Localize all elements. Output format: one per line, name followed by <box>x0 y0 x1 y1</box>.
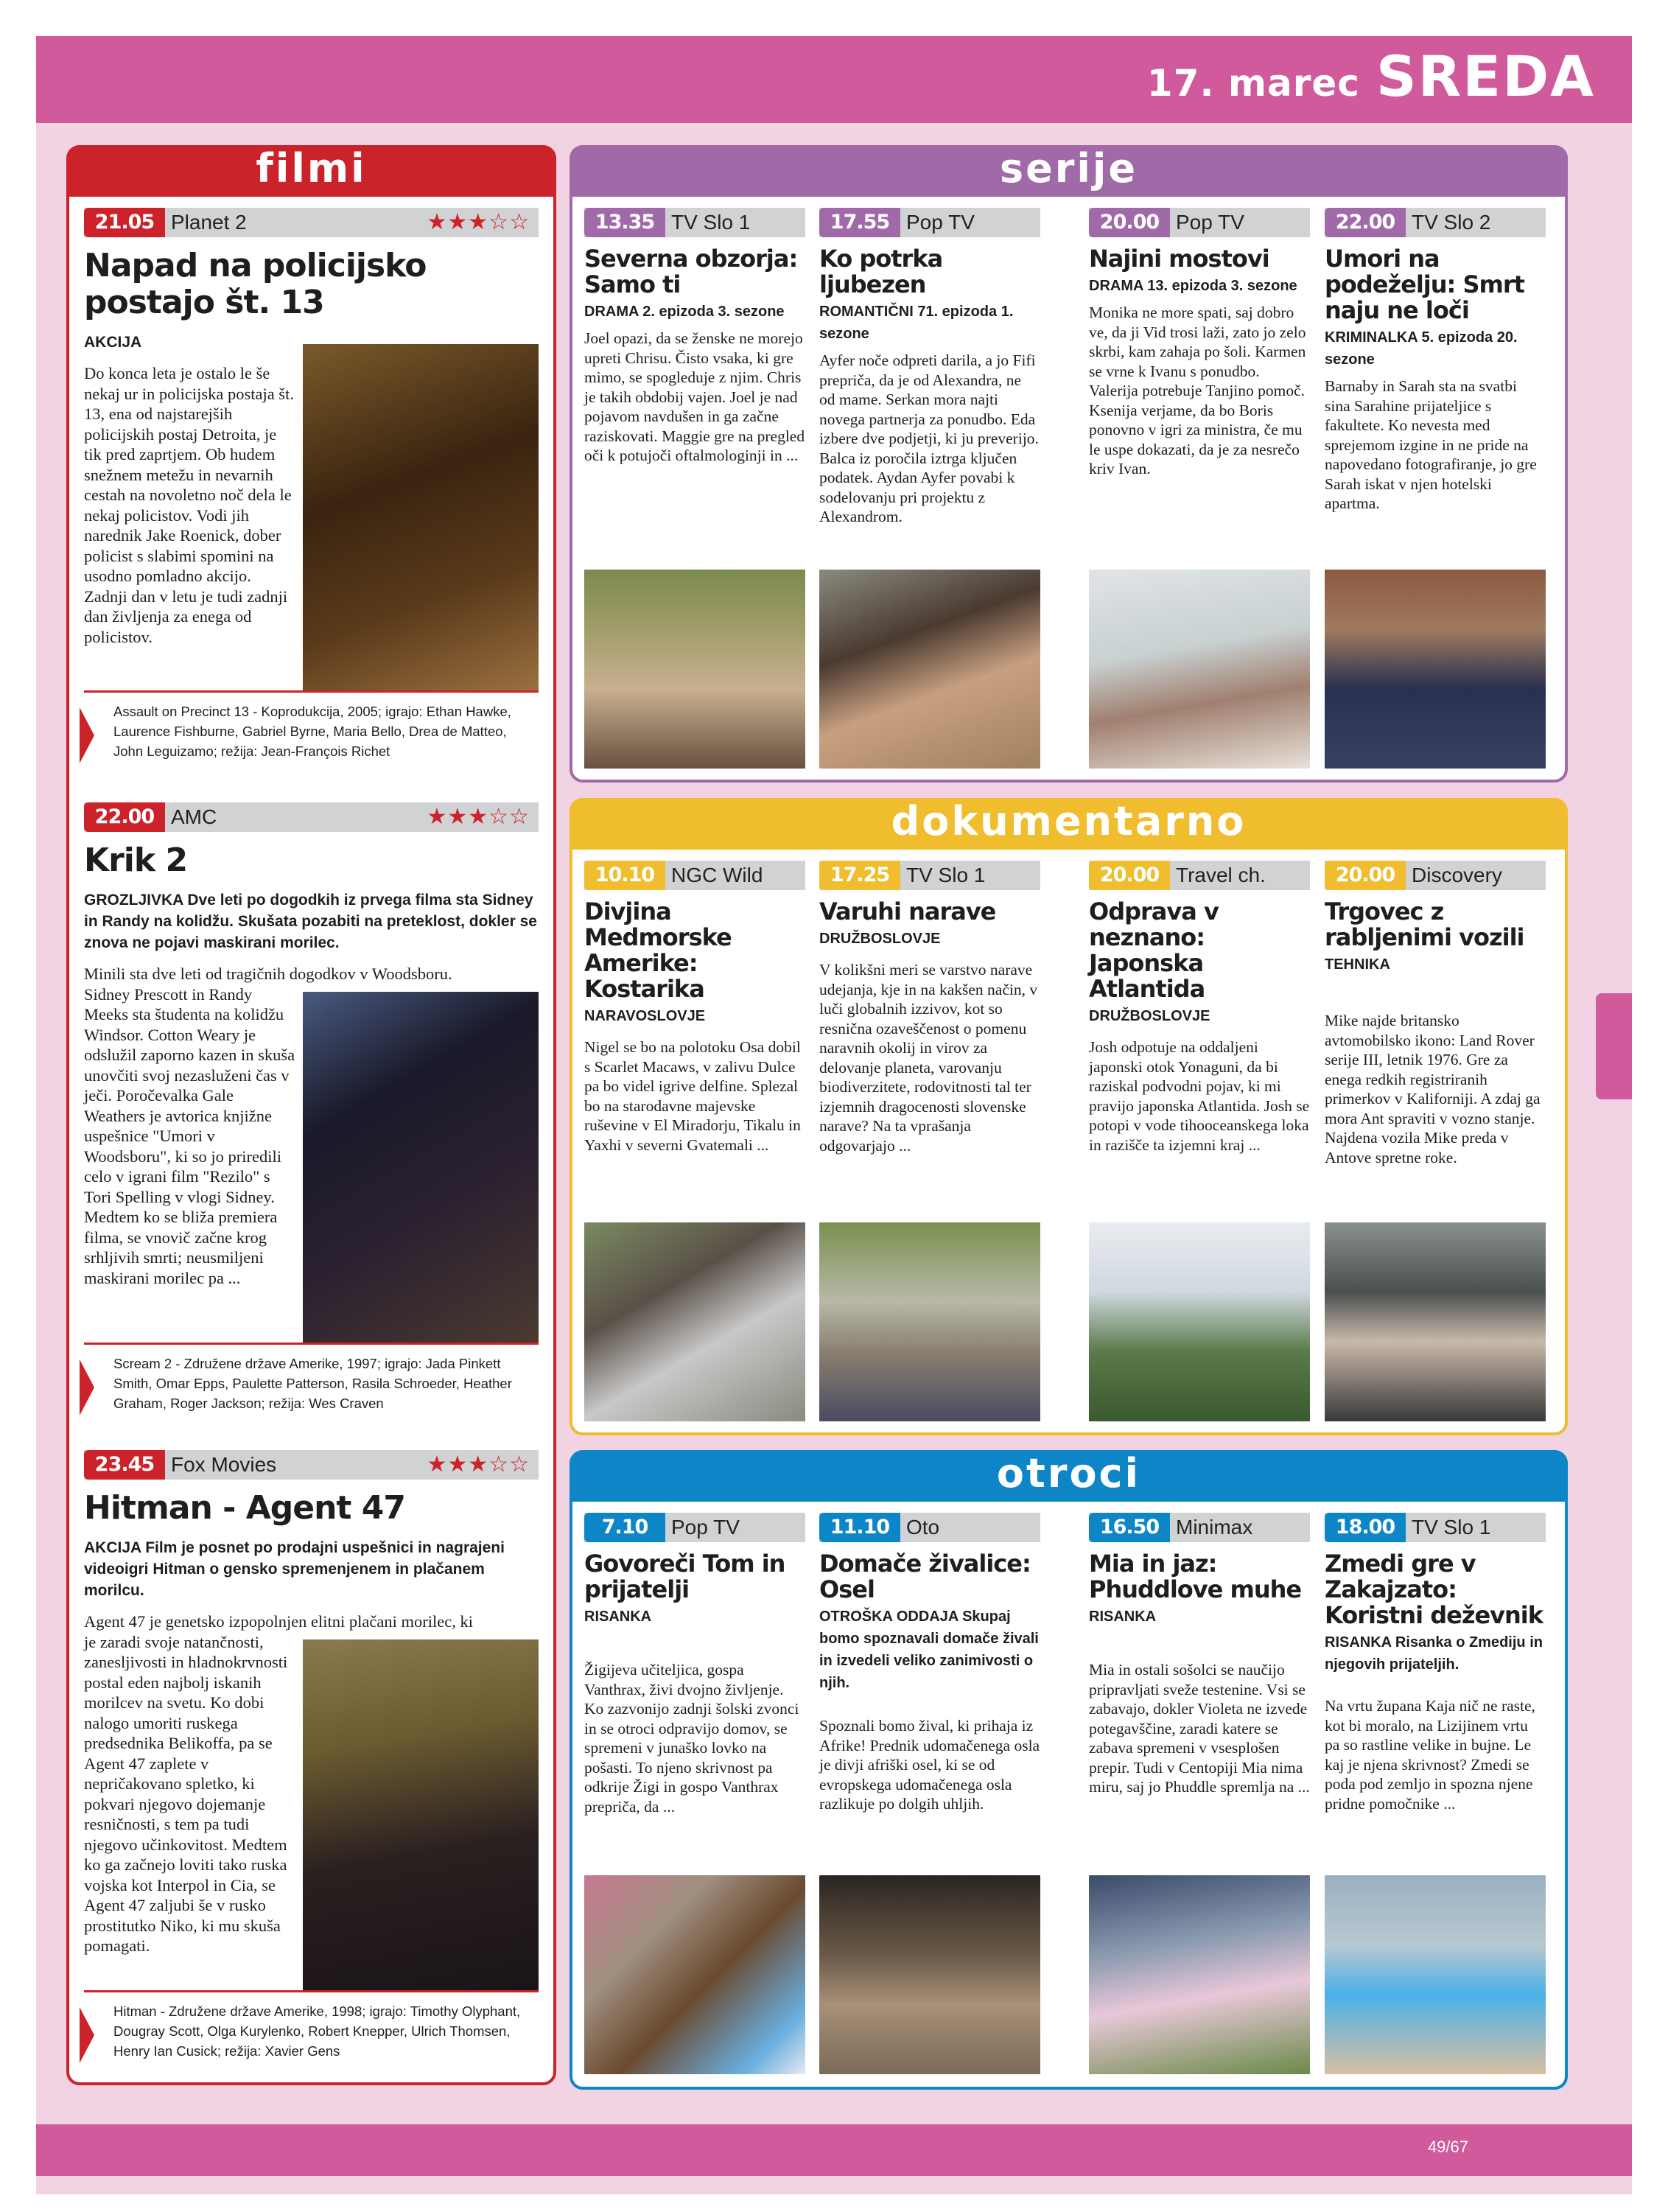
time-slot <box>1325 1513 1546 1542</box>
header-day: SREDA <box>1376 43 1595 109</box>
channel-name: AMC <box>171 805 217 828</box>
arrow-icon <box>80 2007 94 2063</box>
time-slot <box>584 208 805 237</box>
program-description: Joel opazi, da se ženske ne morejo upreti Chrisu. Čisto vsaka, ki gre mimo, se spogleduje z njim. Chris je takih obdobij vajen. Joel je nad pojavom navdušen in ga začne raziskovati. Maggie gre na pregled oči k potujoči oftalmologinji in ... <box>584 329 805 464</box>
program-genre: RISANKA Risanka o Zmediju in njegovih prijateljih. <box>1325 1634 1543 1673</box>
time-badge: 17.25 <box>819 861 900 890</box>
program-title[interactable]: Divjina Medmorske Amerike: Kostarika <box>584 897 732 1003</box>
film-description: Sidney Prescott in Randy Meeks sta študenta na kolidžu Windsor. Cotton Weary je odslužil zaporno kazen in skuša unovčiti svoj nezasluženi čas v ječi. Poročevalka Gale Weathers je avtorica knjižne uspešnice "Umori v Woodsboru", ki so jo priredili celo v igrani film "Rezilo" s Tori Spelling v vlogi Sidney. Medtem ko se bliža premiera filma, se vnovič začne krog srhljivih smrti; neusmiljeni maskirani morilec pa ... <box>84 984 295 1287</box>
program-title[interactable]: Severna obzorja: Samo ti <box>584 245 798 298</box>
film-photo <box>303 992 539 1343</box>
time-badge: 20.00 <box>1089 208 1170 237</box>
program-description: Barnaby in Sarah sta na svatbi sina Sarahine prijateljice s fakultete. Ko nevesta med sprejemom izgine in ne pride na napovedano fotografiranje, jo gre Sarah iskat v njen hotelski apartma. <box>1325 377 1537 512</box>
time-slot <box>84 1450 539 1480</box>
program-photo <box>584 1875 805 2074</box>
time-slot <box>1325 861 1546 890</box>
star-rating: ★★★☆☆ <box>427 805 530 829</box>
program-item[interactable] <box>584 1513 805 1816</box>
time-slot <box>819 861 1040 890</box>
page-footer <box>36 2124 1632 2176</box>
time-slot <box>1089 861 1310 890</box>
film-lead: GROZLJIVKA Dve leti po dogodkih iz prvega filma sta Sidney in Randy na kolidžu. Skušata pozabiti na preteklost, dokler se znova ne pojavi maskirani morilec. <box>84 892 537 951</box>
time-badge: 21.05 <box>84 208 165 237</box>
time-slot <box>1089 1513 1310 1542</box>
program-title[interactable]: Varuhi narave <box>819 897 996 925</box>
program-genre: DRUŽBOSLOVJE <box>1089 1008 1210 1024</box>
program-description: Ayfer noče odpreti darila, a jo Fifi prepriča, da je od Alexandra, ne od mame. Serkan mora najti novega partnerja za ponudbo. Eda izbere dve podjetji, ki ju preverijo. Balca iz poročila iztrga ključen podatek. Aydan Ayfer povabi k sodelovanju pri projektu z Alexandrom. <box>819 351 1039 525</box>
film-credits-text: Scream 2 - Združene države Amerike, 1997; igrajo: Jada Pinkett Smith, Omar Epps, Paulette Patterson, Rasila Schroeder, Heather Graham, Roger Jackson; režija: Wes Craven <box>113 1355 512 1411</box>
channel-name: TV Slo 1 <box>1412 1516 1491 1539</box>
program-photo <box>584 1222 805 1421</box>
time-badge: 23.45 <box>84 1450 165 1480</box>
program-photo <box>819 1222 1040 1421</box>
program-photo <box>819 570 1040 769</box>
program-photo <box>1089 1875 1310 2074</box>
film-credits-text: Assault on Precinct 13 - Koprodukcija, 2005; igrajo: Ethan Hawke, Laurence Fishburne, Gabriel Byrne, Maria Bello, Drea de Matteo, John Leguizamo; režija: Jean-François Richet <box>113 704 511 759</box>
program-photo <box>1089 1222 1310 1421</box>
section-title-filmi: filmi <box>66 145 556 197</box>
film-description: Do konca leta je ostalo le še nekaj ur in policijska postaja št. 13, ena od najstarejših policijskih postaj Detroita, je tik pred zaprtjem. Ob hudem snežnem metežu in nevarnih cestah na novoletno noč dela le nekaj policistov. Vodi jih narednik Jake Roenick, dober policist s slabimi spomini na usodno pomladno akcijo. Zadnji dan v letu je tudi zadnji dan življenja za enega od policistov. <box>84 364 294 646</box>
program-title[interactable]: Umori na podeželju: Smrt naju ne loči <box>1325 245 1524 324</box>
time-slot <box>1325 208 1546 237</box>
film-item[interactable] <box>84 802 539 1413</box>
time-badge: 18.00 <box>1325 1513 1406 1542</box>
program-description: Mike najde britansko avtomobilsko ikono: Land Rover serije III, letnik 1976. Gre za enega redkih registriranih primerkov v Kaliforniji. A zdaj ga mora Ant spraviti v vozno stanje. Najdena vozila Mike preda v Antove spretne roke. <box>1325 1012 1541 1166</box>
program-photo <box>584 570 805 769</box>
program-genre: RISANKA <box>1089 1609 1157 1625</box>
program-genre: TEHNIKA <box>1325 956 1390 973</box>
film-title[interactable]: Hitman - Agent 47 <box>84 1489 405 1527</box>
time-slot <box>819 1513 1040 1542</box>
film-genre: AKCIJA <box>84 334 142 351</box>
program-photo <box>1325 570 1546 769</box>
page-number: 49/67 <box>1427 2138 1468 2156</box>
program-item[interactable] <box>1089 861 1310 1155</box>
section-otroci <box>570 1450 1568 2090</box>
section-title-dokumentarno: dokumentarno <box>570 798 1568 850</box>
program-genre: ROMANTIČNI 71. epizoda 1. sezone <box>819 304 1014 342</box>
channel-name: TV Slo 2 <box>1412 211 1491 234</box>
film-description: je zaradi svoje natančnosti, zanesljivosti in hladnokrvnosti postal eden najbolj iskanih morilcev na svetu. Ko dobi nalogo umoriti ruskega predsednika Belikoffa, pa se Agent 47 zaplete v nepričakovano spletko, ki pokvari njegovo dojemanje resničnosti, s tem pa tudi njegovo učinkovitost. Medtem ko ga začnejo loviti tako ruska vojska kot Interpol in Cia, se Agent 47 zaljubi še v rusko prostitutko Niko, ki mu skuša pomagati. <box>84 1632 288 1955</box>
film-description-intro: Agent 47 je genetsko izpopolnjen elitni plačani morilec, ki <box>84 1612 473 1631</box>
section-title-serije: serije <box>570 145 1568 197</box>
program-genre: DRAMA 2. epizoda 3. sezone <box>584 304 785 320</box>
program-item[interactable] <box>1325 861 1546 1167</box>
page-header <box>36 36 1632 123</box>
channel-name: Pop TV <box>671 1516 740 1539</box>
program-item[interactable] <box>819 1513 1040 1814</box>
program-description: Na vrtu župana Kaja nič ne raste, kot bi moralo, na Lizijinem vrtu pa so rastline velike in bujne. Le kaj je njena skrivnost? Zmedi se poda pod zemljo in spozna njene pridne pomočnike ... <box>1325 1697 1535 1813</box>
film-credits-text: Hitman - Združene države Amerike, 1998; igrajo: Timothy Olyphant, Dougray Scott, Olga Kurylenko, Robert Knepper, Ulrich Thomsen, Henry Ian Cusick; režija: Xavier Gens <box>113 2003 521 2059</box>
channel-name: Discovery <box>1412 864 1502 886</box>
channel-name: NGC Wild <box>671 864 763 886</box>
program-description: Spoznali bomo žival, ki prihaja iz Afrike! Prednik udomačenega osla je divji afriški osel, ki se od evropskega udomačenega osla razlikuje po dolgih uhljih. <box>819 1717 1040 1813</box>
program-title[interactable]: Govoreči Tom in prijatelji <box>584 1550 785 1603</box>
program-genre: DRAMA 13. epizoda 3. sezone <box>1089 278 1297 294</box>
channel-name: Oto <box>906 1516 940 1539</box>
program-photo <box>1325 1875 1546 2074</box>
film-lead: AKCIJA Film je posnet po prodajni uspešnici in nagrajeni videoigri Hitman o gensko spremenjenem in plačanem morilcu. <box>84 1539 505 1599</box>
section-serije <box>570 145 1568 783</box>
program-item[interactable] <box>584 208 805 466</box>
section-title-otroci: otroci <box>570 1450 1568 1502</box>
time-badge: 10.10 <box>584 861 665 890</box>
program-item[interactable] <box>819 208 1040 527</box>
film-description-intro: Minili sta dve leti od tragičnih dogodkov v Woodsboru. <box>84 965 452 983</box>
channel-name: TV Slo 1 <box>906 864 986 886</box>
film-credits <box>84 1343 539 1413</box>
program-description: Žigijeva učiteljica, gospa Vanthrax, živi dvojno življenje. Ko zazvonijo zadnji šolski zvonci in se otroci odpravijo domov, se spremeni v junaško lovko na pošasti. To njeno skrivnost pa odkrije Žigi in gospo Vanthrax prepriča, da ... <box>584 1661 799 1816</box>
program-description: Nigel se bo na polotoku Osa dobil s Scarlet Macaws, v zalivu Dulce pa bo videl igrive delfine. Splezal bo na starodavne majevske ruševine v El Miradorju, Tikalu in Yaxhi v severni Gvatemali ... <box>584 1038 801 1154</box>
section-dokumentarno <box>570 798 1568 1435</box>
program-description: Mia in ostali sošolci se naučijo pripravljati sveže testenine. Vsi se zabavajo, dokler Violeta ne izvede potegavščine, zaradi katere se zabava spremeni v vsesplošen prepir. Tudi v Centopiji Mia nima miru, saj jo Phuddle spremlja na ... <box>1089 1661 1310 1796</box>
program-item[interactable] <box>1325 1513 1546 1813</box>
program-title[interactable]: Najini mostovi <box>1089 245 1269 273</box>
program-title[interactable]: Domače živalice: Osel <box>819 1550 1031 1603</box>
program-genre: OTROŠKA ODDAJA Skupaj bomo spoznavali domače živali in izvedeli veliko zanimivosti o njih. <box>819 1609 1039 1691</box>
program-item[interactable] <box>1325 208 1546 514</box>
program-title[interactable]: Trgovec z rabljenimi vozili <box>1325 897 1524 951</box>
time-badge: 20.00 <box>1325 861 1406 890</box>
time-badge: 7.10 <box>584 1513 665 1542</box>
program-title[interactable]: Ko potrka ljubezen <box>819 245 943 298</box>
time-slot <box>84 802 539 832</box>
film-item[interactable] <box>84 1450 539 2061</box>
channel-name: Travel ch. <box>1176 864 1266 886</box>
header-date-text: 17. marec <box>1146 62 1360 105</box>
channel-name: TV Slo 1 <box>671 211 751 234</box>
program-genre: KRIMINALKA 5. epizoda 20. sezone <box>1325 329 1518 368</box>
program-description: Monika ne more spati, saj dobro ve, da ji Vid trosi laži, zato jo zelo skrbi, kam zahaja po šoli. Karmen se vrne k Ivanu s ponudbo. Valerija potrebuje Tanjino pomoč. Ksenija verjame, da bo Boris ponovno v igri za ministra, če mu le uspe dokazati, da je za nesrečo kriv Ivan. <box>1089 304 1306 477</box>
program-title[interactable]: Odprava v neznano: Japonska Atlantida <box>1089 897 1219 1003</box>
film-photo <box>303 344 539 690</box>
program-description: Josh odpotuje na oddaljeni japonski otok Yonaguni, da bi raziskal podvodni pojav, ki mi pravijo japonska Atlantida. Josh se potopi v vode tihooceanskega loka in razišče ta izjemni kraj ... <box>1089 1038 1310 1154</box>
film-item[interactable] <box>84 208 539 761</box>
arrow-icon <box>80 1359 94 1415</box>
time-badge: 22.00 <box>84 802 165 832</box>
header-date <box>1147 43 1595 109</box>
time-badge: 22.00 <box>1325 208 1406 237</box>
time-slot <box>1089 208 1310 237</box>
program-item[interactable] <box>1089 208 1310 479</box>
program-genre: NARAVOSLOVJE <box>584 1008 706 1024</box>
channel-name: Minimax <box>1176 1516 1253 1539</box>
channel-name: Pop TV <box>906 211 975 234</box>
film-title[interactable]: Krik 2 <box>84 841 188 879</box>
time-badge: 13.35 <box>584 208 665 237</box>
time-badge: 16.50 <box>1089 1513 1170 1542</box>
film-credits <box>84 690 539 761</box>
time-badge: 11.10 <box>819 1513 900 1542</box>
channel-name: Planet 2 <box>171 211 247 234</box>
program-genre: RISANKA <box>584 1609 652 1625</box>
film-title[interactable]: Napad na policijsko postajo št. 13 <box>84 247 427 321</box>
time-slot <box>819 208 1040 237</box>
program-photo <box>1089 570 1310 769</box>
star-rating: ★★★☆☆ <box>427 1452 530 1477</box>
section-filmi <box>66 145 556 2085</box>
program-title[interactable]: Zmedi gre v Zakajzato: Koristni deževnik <box>1325 1550 1543 1629</box>
program-title[interactable]: Mia in jaz: Phuddlove muhe <box>1089 1550 1302 1603</box>
time-badge: 20.00 <box>1089 861 1170 890</box>
program-photo <box>1325 1222 1546 1421</box>
channel-name: Pop TV <box>1176 211 1244 234</box>
time-slot <box>84 208 539 237</box>
star-rating: ★★★☆☆ <box>427 210 530 234</box>
film-credits <box>84 1990 539 2061</box>
time-slot <box>584 1513 805 1542</box>
program-photo <box>819 1875 1040 2074</box>
time-badge: 17.55 <box>819 208 900 237</box>
program-item[interactable] <box>819 861 1040 1155</box>
film-photo <box>303 1639 539 1990</box>
program-description: V kolikšni meri se varstvo narave udejanja, kje in na kakšen način, v luči globalnih izzivov, kot so resnična ozaveščenost o pomenu naravnih okolij in virov za delovanje planeta, varovanju biodiverzitete, rodovitnosti tal ter izjemnih dragocenosti slovenske narave? Na ta vprašanja odgovarjajo ... <box>819 961 1038 1155</box>
side-tab <box>1596 993 1632 1099</box>
program-item[interactable] <box>1089 1513 1310 1797</box>
program-genre: DRUŽBOSLOVJE <box>819 931 941 947</box>
program-item[interactable] <box>584 861 805 1155</box>
arrow-icon <box>80 707 94 763</box>
time-slot <box>584 861 805 890</box>
channel-name: Fox Movies <box>171 1453 277 1476</box>
